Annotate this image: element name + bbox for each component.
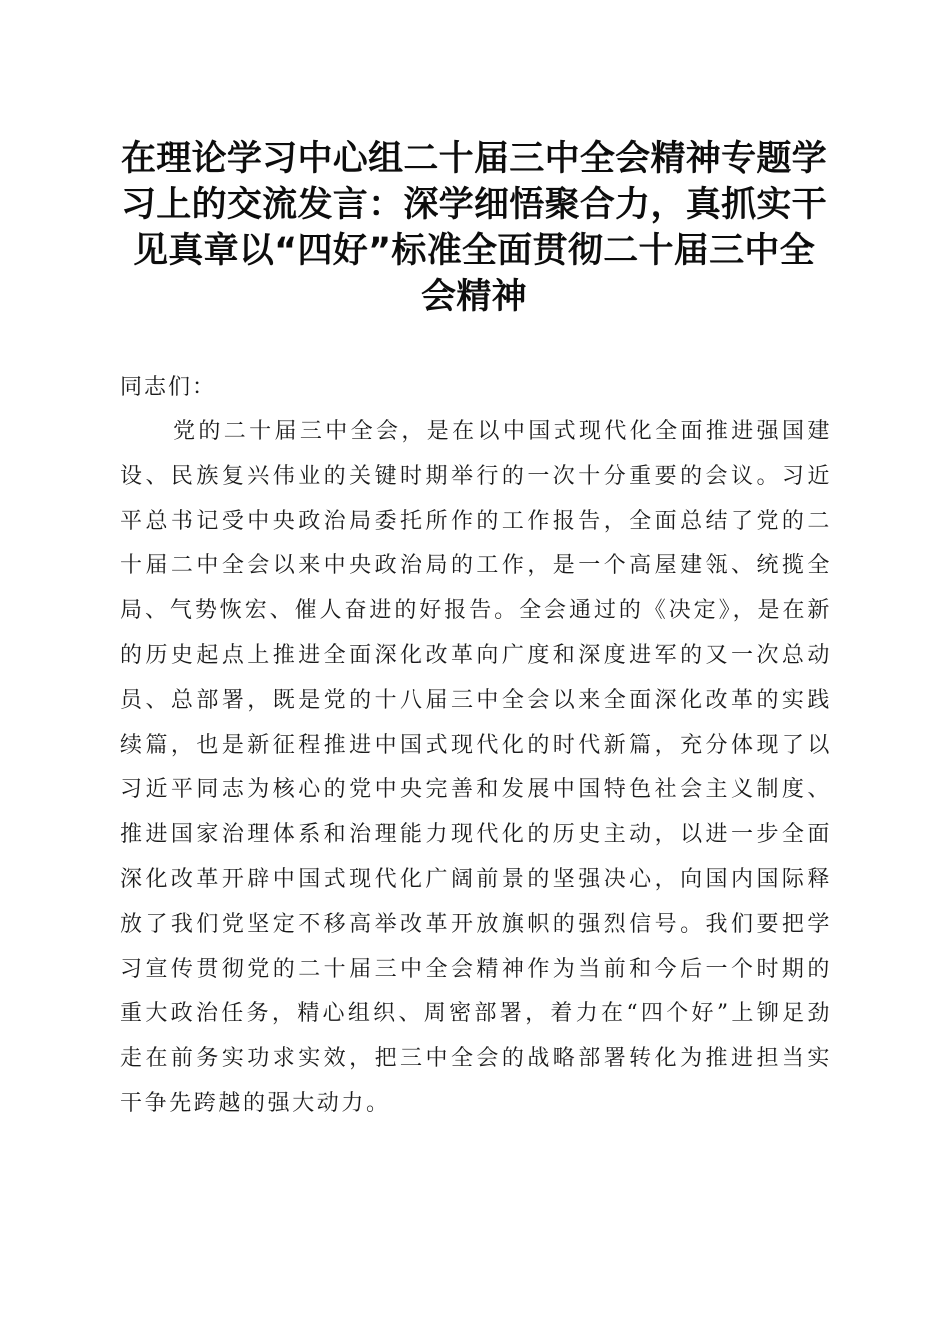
document-title: 在理论学习中心组二十届三中全会精神专题学习上的交流发言：深学细悟聚合力，真抓实干见真章以“四好”标准全面贯彻二十届三中全会精神 [120, 139, 827, 317]
greeting-text: 同志们： [120, 375, 217, 400]
body-paragraph: 党的二十届三中全会，是在以中国式现代化全面推进强国建设、民族复兴伟业的关键时期举行的一次十分重要的会议。习近平总书记受中央政治局委托所作的工作报告，全面总结了党的二十届二中全会以来中央政治局的工作，是一个高屋建瓴、统揽全局、气势恢宏、催人奋进的好报告。全会通过的《决定》，是在新的历史起点上推进全面深化改革向广度和深度进军的又一次总动员、总部署，既是党的十八届三中全会以来全面深化改革的实践续篇，也是新征程推进中国式现代化的时代新篇，充分体现了以习近平同志为核心的党中央完善和发展中国特色社会主义制度、推进国家治理体系和治理能力现代化的历史主动，以进一步全面深化改革开辟中国式现代化广阔前景的坚强决心，向国内国际释放了我们党坚定不移高举改革开放旗帜的强烈信号。我们要把学习宣传贯彻党的二十届三中全会精神作为当前和今后一个时期的重大政治任务，精心组织、周密部署，着力在“四个好”上铆足劲走在前务实功求实效，把三中全会的战略部署转化为推进担当实干争先跨越的强大动力。 [120, 419, 832, 1116]
